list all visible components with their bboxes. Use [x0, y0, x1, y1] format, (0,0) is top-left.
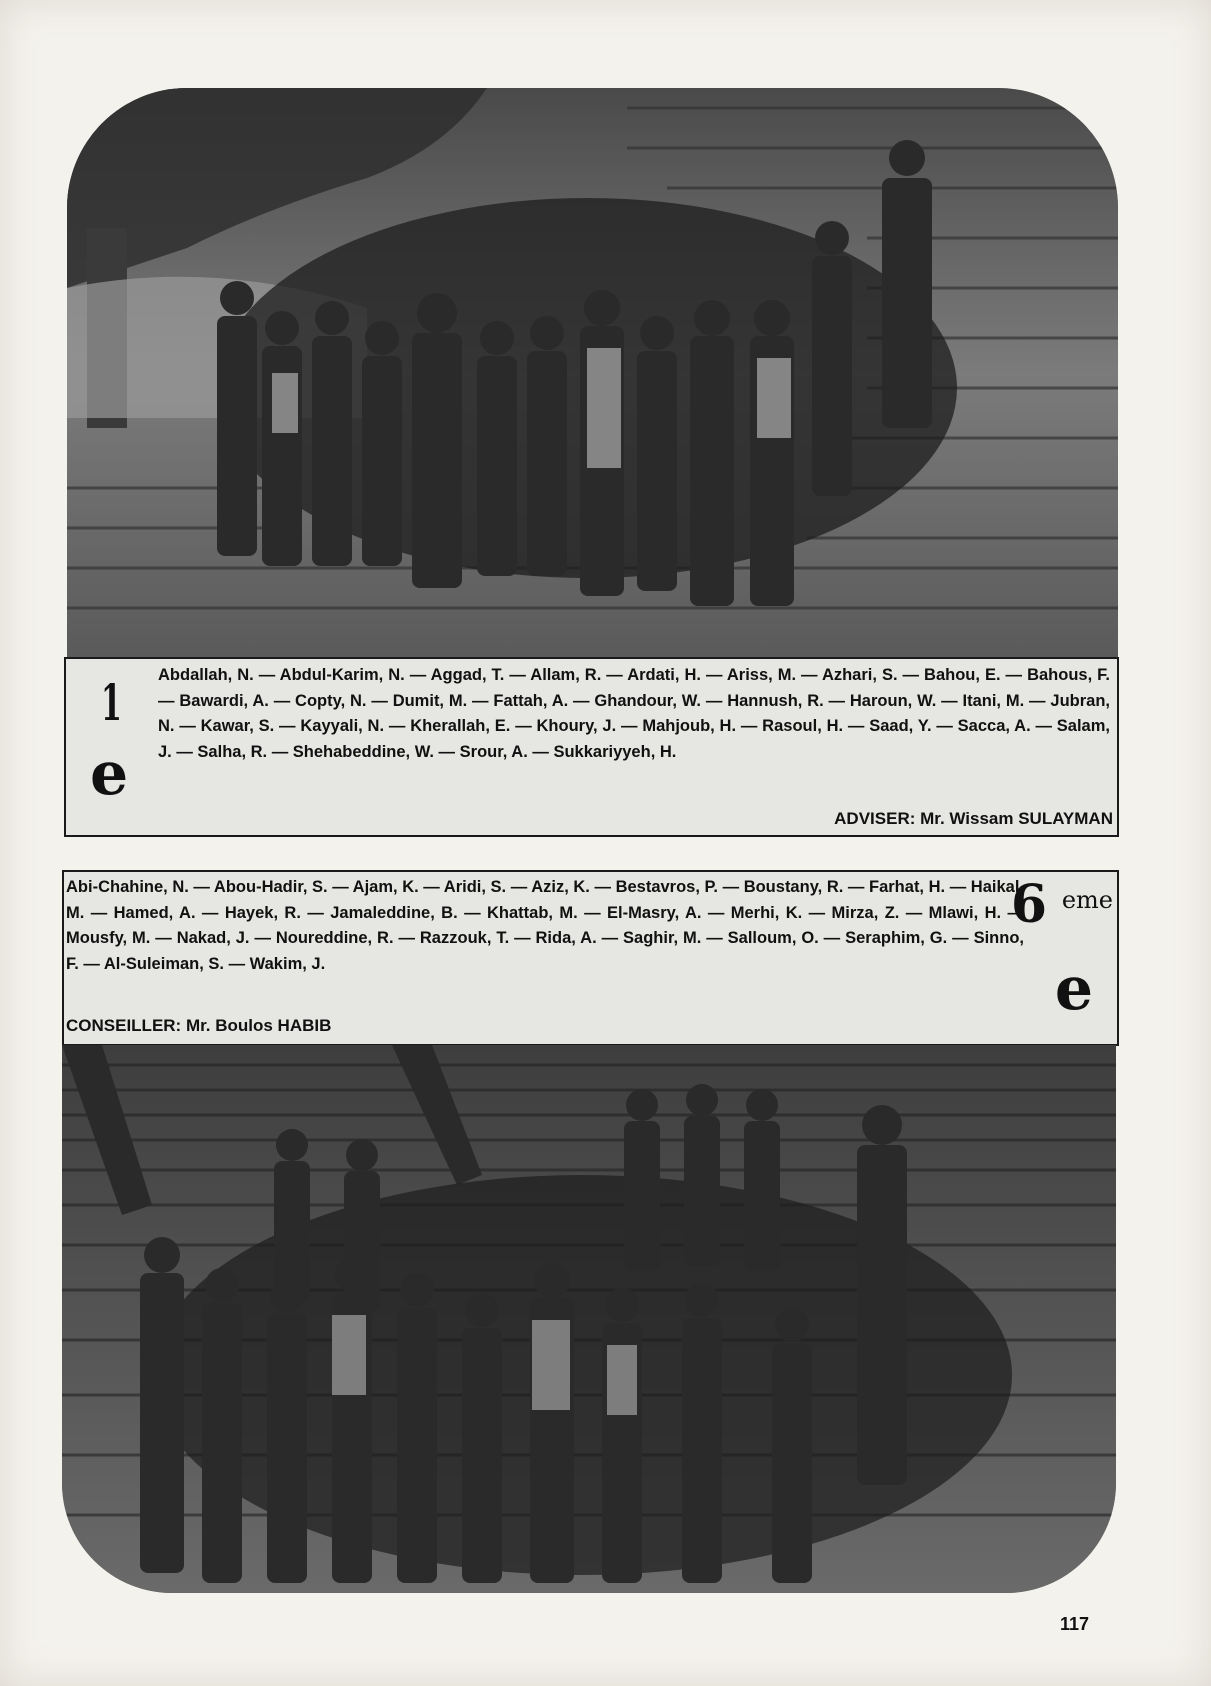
grade-section-top: e: [90, 739, 129, 809]
grade-suffix-bottom: eme: [1061, 886, 1113, 914]
adviser-bottom: CONSEILLER: Mr. Boulos HABIB: [66, 1016, 332, 1035]
grade-number-top: 1: [100, 673, 122, 732]
grade-number-bottom: 6: [1010, 874, 1047, 935]
student-names-bottom: Abi-Chahine, N. — Abou-Hadir, S. — Ajam, K. — Aridi, S. — Aziz, K. — Bestavros, P. — Boustany, R. — Farhat, H. — Haikal, M. — Hamed, A. — Hayek, R. — Jamaleddine, B. — Khattab, M. — El-Masry, A. — Merhi, K. — Mirza, Z. — Mlawi, H. — Mousfy, M. — Nakad, J. — Noureddine, R. — Razzouk, T. — Rida, A. — Saghir, M. — Salloum, O. — Seraphim, G. — Sinno, F. — Al-Suleiman, S. — Wakim, J.: [66, 878, 1024, 973]
student-names-top: Abdallah, N. — Abdul-Karim, N. — Aggad, T. — Allam, R. — Ardati, H. — Ariss, M. — Azhari, S. — Bahou, E. — Bahous, F. — Bawardi, A. — Copty, N. — Dumit, M. — Fattah, A. — Ghandour, W. — Hannush, R. — Haroun, W. — Itani, M. — Jubran, N. — Kawar, S. — Kayyali, N. — Kherallah, E. — Khoury, J. — Mahjoub, H. — Rasoul, H. — Saad, Y. — Sacca, A. — Salam, J. — Salha, R. — Shehabeddine, W. — Srour, A. — Sukkariyyeh, H.: [158, 666, 1110, 761]
grade-section-bottom: e: [1054, 954, 1093, 1024]
class-photo-top: [67, 88, 1118, 658]
adviser-top: ADVISER: Mr. Wissam SULAYMAN: [834, 809, 1113, 828]
page-number: 117: [1060, 1614, 1090, 1634]
class-photo-bottom: [62, 1045, 1116, 1593]
caption-box-bottom: [62, 870, 1119, 1046]
caption-box-top: [64, 657, 1119, 837]
